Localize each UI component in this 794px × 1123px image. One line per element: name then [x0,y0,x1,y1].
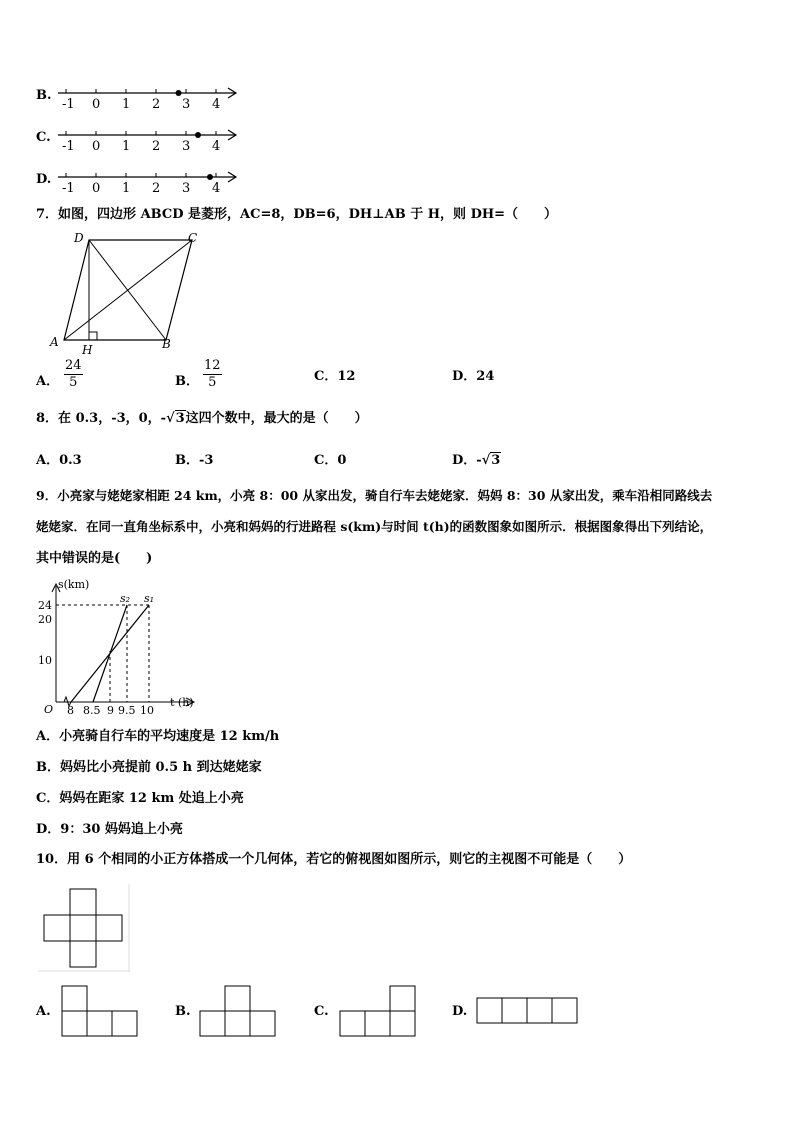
label-d: D [74,231,84,245]
x-tick-9-5: 9.5 [118,704,136,717]
x-tick-8-5: 8.5 [83,704,101,717]
numberline-option-b[interactable] [36,84,246,112]
tick-label: 2 [152,139,161,154]
sqrt: √3 [481,453,501,468]
tick-label: 1 [122,97,131,112]
tick-label: -1 [62,97,75,112]
denominator: 5 [208,375,217,390]
rhombus-figure [44,230,214,360]
x-tick-10: 10 [140,704,154,717]
question-9-line-2: 姥姥家．在同一直角坐标系中，小亮和妈妈的行进路程 s(km)与时间 t(h)的函数图象如图所示．根据图象得出下列结论， [36,519,713,534]
q9-option-d[interactable]: D．9：30 妈妈追上小亮 [36,822,183,837]
q10-option-d[interactable]: D. [452,984,592,1040]
q9-option-b[interactable]: B．妈妈比小亮提前 0.5 h 到达姥姥家 [36,760,262,775]
distance-time-graph [36,578,206,718]
label-c: C [188,231,198,245]
point-dot [176,90,182,96]
fraction [64,358,83,391]
tick-label: 4 [212,97,221,112]
numberline-option-c[interactable] [36,126,246,154]
q8-option-b[interactable]: B．-3 [175,453,214,468]
q10-option-c[interactable]: C. [314,984,424,1040]
tick-label: 0 [92,181,101,196]
option-label: D． [452,369,477,384]
x-tick-9: 9 [107,704,114,717]
numerator: 12 [204,358,221,373]
question-10-text: 10．用 6 个相同的小正方体搭成一个几何体，若它的俯视图如图所示，则它的主视图不可能是（ ） [36,852,632,867]
tick-label: -1 [62,181,75,196]
q10-option-a[interactable]: A. [36,984,146,1040]
q8-option-c[interactable]: C．0 [314,453,347,468]
label-b: B [162,337,171,351]
front-view-b [199,984,283,1040]
question-9-line-3: 其中错误的是( ) [36,551,153,566]
number-line-c [58,126,248,154]
origin-label: O [44,703,54,716]
y-tick-10: 10 [38,654,52,667]
x-tick-8: 8 [67,704,74,717]
number-line-b [58,84,248,112]
q7-option-d[interactable] [452,368,494,386]
top-view-figure [38,884,130,972]
q10-option-b[interactable]: B. [175,984,285,1040]
tick-label: 2 [152,97,161,112]
tick-label: 2 [152,181,161,196]
label-h: H [82,343,93,357]
q8-option-a[interactable]: A．0.3 [36,453,82,468]
q7-option-c[interactable] [314,368,355,386]
question-8-text: 8．在 0.3，-3，0，-√3这四个数中，最大的是（ ） [36,411,368,426]
tick-label: 3 [182,97,191,112]
tick-label: 0 [92,97,101,112]
tick-label: -1 [62,139,75,154]
option-label: B. [36,88,52,103]
front-view-c [338,984,422,1040]
label-a: A [50,335,59,349]
question-7-text: 7．如图，四边形 ABCD 是菱形，AC=8，DB=6，DH⊥AB 于 H，则 DH=（ ） [36,207,558,222]
front-view-a [60,984,144,1040]
denominator: 5 [69,375,78,390]
option-label: C. [36,130,51,145]
q7-option-b[interactable] [175,358,255,398]
option-label: C． [314,369,338,384]
tick-label: 1 [122,139,131,154]
option-label: D. [36,172,52,187]
y-tick-20: 20 [38,613,52,626]
x-axis-label: t (h) [170,696,194,709]
numerator: 24 [65,358,82,373]
option-label: A． [36,374,60,389]
q9-option-c[interactable]: C．妈妈在距家 12 km 处追上小亮 [36,791,244,806]
front-view-d [476,984,580,1040]
option-label: B． [175,374,199,389]
fraction [203,358,222,391]
tick-label: 3 [182,139,191,154]
tick-label: 3 [182,181,191,196]
tick-label: 4 [212,181,221,196]
tick-label: 1 [122,181,131,196]
s2-label: s₂ [120,592,131,605]
y-axis-label: s(km) [58,578,90,591]
point-dot [207,174,213,180]
option-value: 12 [337,369,356,384]
sqrt: √3 [166,411,185,426]
y-tick-24: 24 [38,599,52,612]
question-9-line-1: 9．小亮家与姥姥家相距 24 km，小亮 8：00 从家出发，骑自行车去姥姥家．妈妈 8：30 从家出发，乘车沿相同路线去 [36,488,713,503]
q9-option-a[interactable]: A．小亮骑自行车的平均速度是 12 km/h [36,729,280,744]
tick-label: 0 [92,139,101,154]
option-value: 24 [476,369,495,384]
point-dot [195,132,201,138]
tick-label: 4 [212,139,221,154]
q7-option-a[interactable] [36,358,116,398]
s1-label: s₁ [144,592,155,605]
numberline-option-d[interactable] [36,168,246,196]
number-line-d [58,168,248,196]
q8-option-d[interactable]: D．-√3 [452,453,501,468]
